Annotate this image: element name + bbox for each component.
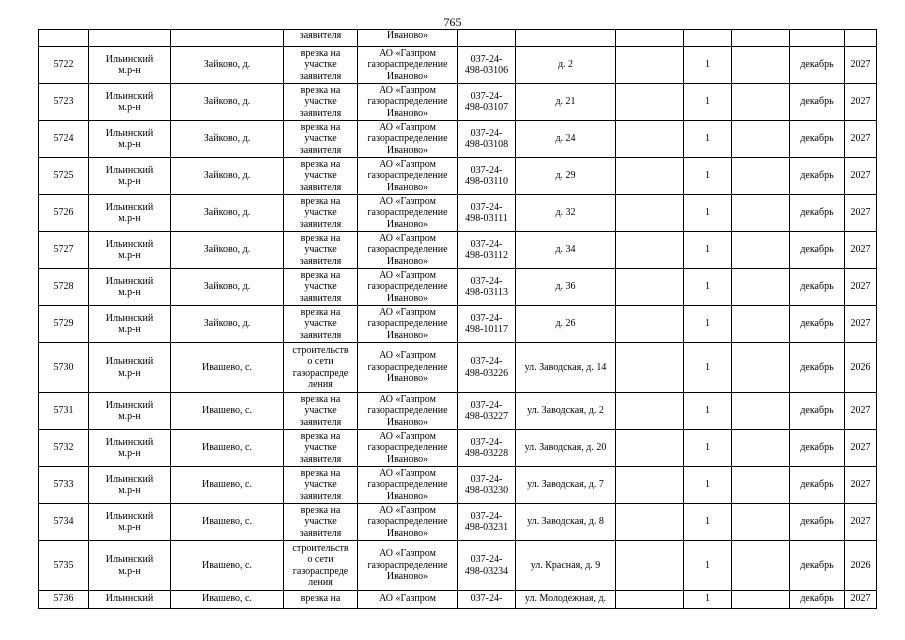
cell-quantity: 1 (684, 195, 732, 232)
cell-number: 5723 (39, 84, 89, 121)
cell-number: 5730 (39, 343, 89, 393)
cell-column-8 (616, 504, 684, 541)
cell-column-10 (732, 430, 790, 467)
cell-column-10 (732, 393, 790, 430)
cell-organization: АО «Газпром газораспределение Иваново» (358, 393, 458, 430)
cell-district: Ильинский м.р-н (89, 430, 171, 467)
cell-district: Ильинский м.р-н (89, 504, 171, 541)
table-row (39, 269, 877, 306)
cell-month: декабрь (790, 269, 845, 306)
cell-district: Ильинский м.р-н (89, 343, 171, 393)
cell-address: д. 2 (516, 47, 616, 84)
cell-column-10 (732, 467, 790, 504)
cell-method: врезка на участке заявителя (284, 47, 358, 84)
cell-organization: АО «Газпром газораспределение Иваново» (358, 430, 458, 467)
cell-code: 037-24- 498-03231 (458, 504, 516, 541)
cell-organization: АО «Газпром (358, 591, 458, 609)
table-row-partial-top (39, 30, 877, 47)
cell-method: врезка на участке заявителя (284, 84, 358, 121)
cell-address: д. 36 (516, 269, 616, 306)
cell-month: декабрь (790, 306, 845, 343)
table-row (39, 504, 877, 541)
cell-column-10 (732, 47, 790, 84)
table-row (39, 591, 877, 609)
cell-settlement: Ивашево, с. (171, 430, 284, 467)
cell-organization: Иваново» (358, 30, 458, 47)
cell-column-10 (732, 591, 790, 609)
cell-address: ул. Красная, д. 9 (516, 541, 616, 591)
cell-code: 037-24- 498-03106 (458, 47, 516, 84)
cell-code: 037-24- (458, 591, 516, 609)
cell-district (89, 30, 171, 47)
cell-column-10 (732, 195, 790, 232)
cell-quantity: 1 (684, 393, 732, 430)
cell-method: врезка на участке заявителя (284, 158, 358, 195)
cell-code (458, 30, 516, 47)
table-body (39, 30, 877, 609)
cell-settlement: Зайково, д. (171, 158, 284, 195)
cell-column-8 (616, 47, 684, 84)
cell-column-10 (732, 232, 790, 269)
table-row (39, 158, 877, 195)
cell-code: 037-24- 498-03228 (458, 430, 516, 467)
cell-month: декабрь (790, 430, 845, 467)
cell-year: 2026 (845, 541, 877, 591)
table-row (39, 306, 877, 343)
cell-quantity: 1 (684, 232, 732, 269)
cell-column-10 (732, 504, 790, 541)
table-row (39, 84, 877, 121)
cell-column-8 (616, 84, 684, 121)
cell-settlement: Ивашево, с. (171, 541, 284, 591)
cell-quantity: 1 (684, 306, 732, 343)
cell-address: ул. Заводская, д. 2 (516, 393, 616, 430)
cell-method: врезка на участке заявителя (284, 269, 358, 306)
cell-column-10 (732, 30, 790, 47)
table-row (39, 232, 877, 269)
cell-column-8 (616, 393, 684, 430)
cell-code: 037-24- 498-03227 (458, 393, 516, 430)
table-row (39, 121, 877, 158)
cell-year: 2027 (845, 195, 877, 232)
cell-settlement: Ивашево, с. (171, 591, 284, 609)
cell-month: декабрь (790, 232, 845, 269)
cell-number: 5731 (39, 393, 89, 430)
cell-number: 5726 (39, 195, 89, 232)
cell-settlement: Ивашево, с. (171, 343, 284, 393)
cell-number: 5729 (39, 306, 89, 343)
cell-district: Ильинский м.р-н (89, 121, 171, 158)
cell-district: Ильинский м.р-н (89, 541, 171, 591)
cell-number: 5725 (39, 158, 89, 195)
cell-quantity: 1 (684, 430, 732, 467)
cell-number: 5733 (39, 467, 89, 504)
cell-year: 2027 (845, 158, 877, 195)
cell-quantity (684, 30, 732, 47)
cell-year: 2027 (845, 393, 877, 430)
cell-address: ул. Заводская, д. 20 (516, 430, 616, 467)
cell-column-8 (616, 195, 684, 232)
cell-quantity: 1 (684, 84, 732, 121)
cell-column-10 (732, 306, 790, 343)
cell-method: врезка на участке заявителя (284, 430, 358, 467)
cell-address: д. 26 (516, 306, 616, 343)
cell-column-8 (616, 343, 684, 393)
cell-organization: АО «Газпром газораспределение Иваново» (358, 467, 458, 504)
cell-settlement: Зайково, д. (171, 121, 284, 158)
cell-number: 5722 (39, 47, 89, 84)
cell-address: ул. Заводская, д. 7 (516, 467, 616, 504)
cell-quantity: 1 (684, 504, 732, 541)
cell-settlement: Ивашево, с. (171, 393, 284, 430)
table-row (39, 47, 877, 84)
cell-method: врезка на участке заявителя (284, 195, 358, 232)
records-table (38, 29, 877, 609)
cell-organization: АО «Газпром газораспределение Иваново» (358, 195, 458, 232)
cell-address: ул. Заводская, д. 14 (516, 343, 616, 393)
cell-code: 037-24- 498-03112 (458, 232, 516, 269)
cell-address: д. 29 (516, 158, 616, 195)
cell-quantity: 1 (684, 121, 732, 158)
cell-settlement: Ивашево, с. (171, 467, 284, 504)
cell-column-8 (616, 121, 684, 158)
cell-year: 2027 (845, 306, 877, 343)
cell-organization: АО «Газпром газораспределение Иваново» (358, 269, 458, 306)
cell-number: 5735 (39, 541, 89, 591)
table-row (39, 195, 877, 232)
cell-code: 037-24- 498-10117 (458, 306, 516, 343)
cell-district: Ильинский м.р-н (89, 232, 171, 269)
cell-column-8 (616, 306, 684, 343)
cell-method: врезка на участке заявителя (284, 232, 358, 269)
table-row (39, 541, 877, 591)
cell-address: д. 32 (516, 195, 616, 232)
cell-month: декабрь (790, 158, 845, 195)
table-row (39, 430, 877, 467)
cell-number (39, 30, 89, 47)
cell-settlement (171, 30, 284, 47)
cell-column-8 (616, 591, 684, 609)
cell-district: Ильинский м.р-н (89, 306, 171, 343)
cell-organization: АО «Газпром газораспределение Иваново» (358, 504, 458, 541)
cell-year: 2027 (845, 47, 877, 84)
cell-method: врезка на участке заявителя (284, 121, 358, 158)
cell-code: 037-24- 498-03110 (458, 158, 516, 195)
table-row (39, 393, 877, 430)
cell-year: 2027 (845, 467, 877, 504)
cell-month: декабрь (790, 467, 845, 504)
cell-month: декабрь (790, 393, 845, 430)
cell-method: заявителя (284, 30, 358, 47)
cell-code: 037-24- 498-03234 (458, 541, 516, 591)
cell-column-8 (616, 30, 684, 47)
cell-year: 2027 (845, 84, 877, 121)
cell-method: строительств о сети газораспреде ления (284, 343, 358, 393)
cell-month: декабрь (790, 121, 845, 158)
cell-column-10 (732, 84, 790, 121)
cell-settlement: Зайково, д. (171, 269, 284, 306)
cell-organization: АО «Газпром газораспределение Иваново» (358, 541, 458, 591)
cell-column-10 (732, 121, 790, 158)
cell-column-10 (732, 541, 790, 591)
cell-year: 2027 (845, 269, 877, 306)
cell-method: строительств о сети газораспреде ления (284, 541, 358, 591)
cell-district: Ильинский м.р-н (89, 393, 171, 430)
cell-address: ул. Молодежная, д. (516, 591, 616, 609)
cell-year: 2027 (845, 504, 877, 541)
cell-quantity: 1 (684, 467, 732, 504)
cell-address: д. 21 (516, 84, 616, 121)
cell-settlement: Зайково, д. (171, 47, 284, 84)
cell-address: д. 34 (516, 232, 616, 269)
cell-number: 5724 (39, 121, 89, 158)
cell-year: 2027 (845, 430, 877, 467)
cell-settlement: Зайково, д. (171, 84, 284, 121)
cell-district: Ильинский м.р-н (89, 467, 171, 504)
cell-organization: АО «Газпром газораспределение Иваново» (358, 47, 458, 84)
cell-code: 037-24- 498-03226 (458, 343, 516, 393)
cell-settlement: Зайково, д. (171, 232, 284, 269)
cell-month (790, 30, 845, 47)
cell-quantity: 1 (684, 541, 732, 591)
cell-month: декабрь (790, 504, 845, 541)
cell-district: Ильинский м.р-н (89, 47, 171, 84)
cell-number: 5734 (39, 504, 89, 541)
cell-district: Ильинский м.р-н (89, 195, 171, 232)
cell-district: Ильинский м.р-н (89, 84, 171, 121)
cell-code: 037-24- 498-03108 (458, 121, 516, 158)
cell-column-8 (616, 541, 684, 591)
cell-year (845, 30, 877, 47)
cell-organization: АО «Газпром газораспределение Иваново» (358, 343, 458, 393)
cell-address: д. 24 (516, 121, 616, 158)
cell-number: 5727 (39, 232, 89, 269)
cell-month: декабрь (790, 541, 845, 591)
cell-code: 037-24- 498-03113 (458, 269, 516, 306)
cell-settlement: Ивашево, с. (171, 504, 284, 541)
cell-district: Ильинский м.р-н (89, 269, 171, 306)
cell-organization: АО «Газпром газораспределение Иваново» (358, 306, 458, 343)
cell-district: Ильинский м.р-н (89, 158, 171, 195)
cell-settlement: Зайково, д. (171, 306, 284, 343)
cell-number: 5728 (39, 269, 89, 306)
cell-year: 2027 (845, 121, 877, 158)
cell-number: 5736 (39, 591, 89, 609)
cell-month: декабрь (790, 195, 845, 232)
cell-district: Ильинский (89, 591, 171, 609)
cell-organization: АО «Газпром газораспределение Иваново» (358, 232, 458, 269)
cell-method: врезка на участке заявителя (284, 393, 358, 430)
cell-year: 2027 (845, 591, 877, 609)
cell-month: декабрь (790, 591, 845, 609)
cell-code: 037-24- 498-03107 (458, 84, 516, 121)
cell-code: 037-24- 498-03230 (458, 467, 516, 504)
cell-column-10 (732, 158, 790, 195)
cell-quantity: 1 (684, 47, 732, 84)
cell-organization: АО «Газпром газораспределение Иваново» (358, 84, 458, 121)
table-row (39, 343, 877, 393)
cell-quantity: 1 (684, 343, 732, 393)
cell-column-8 (616, 232, 684, 269)
cell-settlement: Зайково, д. (171, 195, 284, 232)
cell-month: декабрь (790, 47, 845, 84)
cell-column-8 (616, 158, 684, 195)
cell-organization: АО «Газпром газораспределение Иваново» (358, 158, 458, 195)
cell-organization: АО «Газпром газораспределение Иваново» (358, 121, 458, 158)
cell-column-8 (616, 430, 684, 467)
cell-year: 2027 (845, 232, 877, 269)
cell-address (516, 30, 616, 47)
page-number: 765 (443, 15, 462, 29)
cell-quantity: 1 (684, 158, 732, 195)
cell-year: 2026 (845, 343, 877, 393)
cell-column-10 (732, 343, 790, 393)
cell-column-8 (616, 467, 684, 504)
cell-code: 037-24- 498-03111 (458, 195, 516, 232)
cell-address: ул. Заводская, д. 8 (516, 504, 616, 541)
cell-number: 5732 (39, 430, 89, 467)
table-row (39, 467, 877, 504)
cell-method: врезка на участке заявителя (284, 306, 358, 343)
cell-column-10 (732, 269, 790, 306)
cell-quantity: 1 (684, 269, 732, 306)
cell-method: врезка на (284, 591, 358, 609)
cell-method: врезка на участке заявителя (284, 504, 358, 541)
cell-quantity: 1 (684, 591, 732, 609)
cell-month: декабрь (790, 84, 845, 121)
cell-month: декабрь (790, 343, 845, 393)
cell-method: врезка на участке заявителя (284, 467, 358, 504)
cell-column-8 (616, 269, 684, 306)
